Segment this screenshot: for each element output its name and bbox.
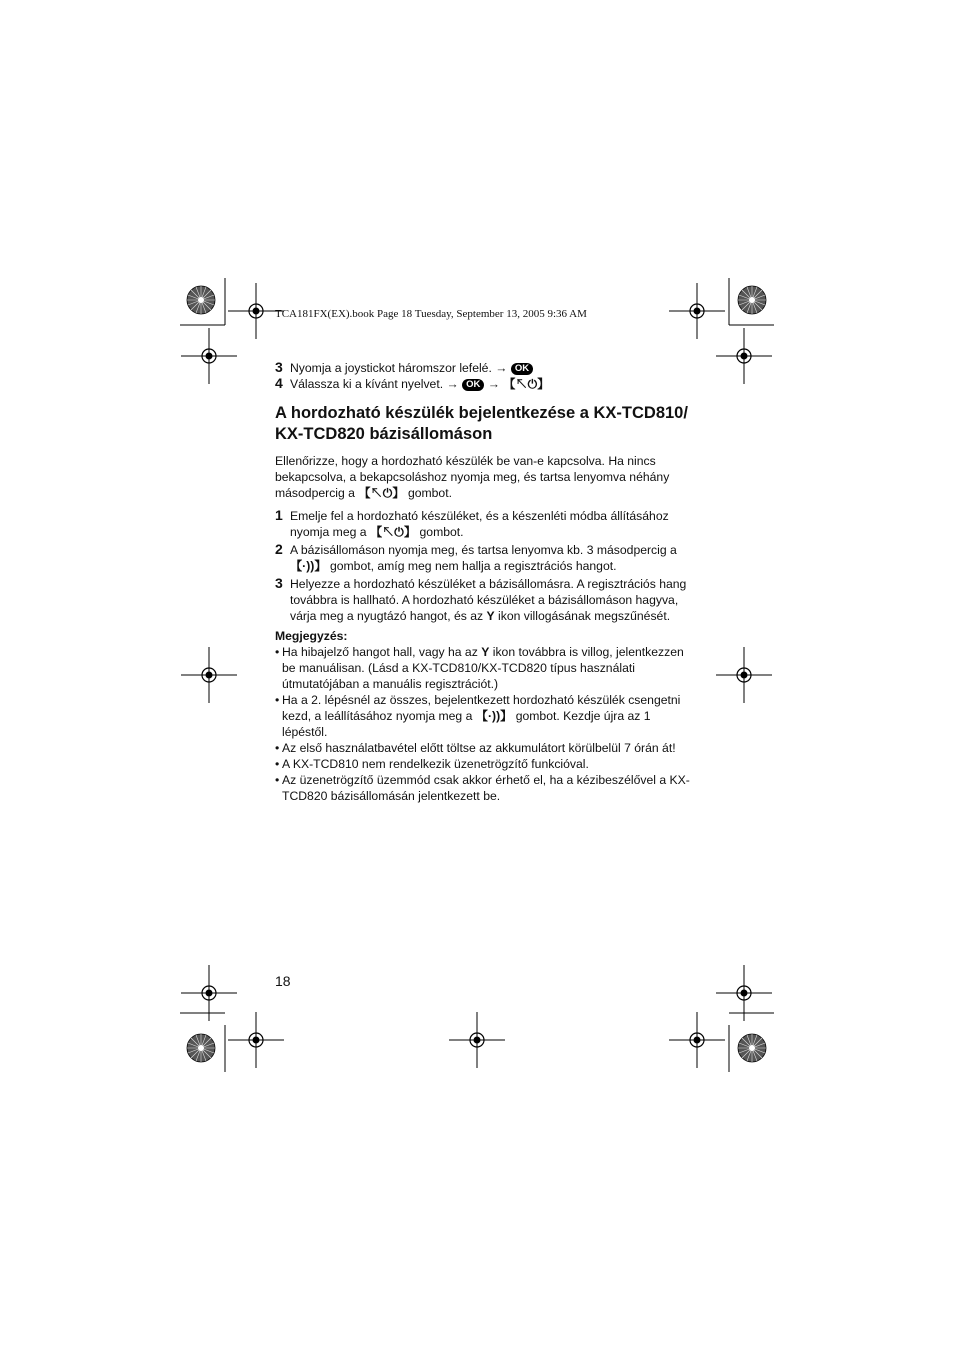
note-item: • Az üzenetrögzítő üzemmód csak akkor érhető el, ha a kézibeszélővel a KX-TCD820 bázisállomásán jelentkezett be. [275,772,695,804]
antenna-icon: Y [481,645,490,659]
top-step-3: 3 Nyomja a joystickot háromszor lefelé. → OK [275,360,695,376]
ok-button-icon: OK [511,363,533,375]
step-2: 2 A bázisállomáson nyomja meg, és tartsa lenyomva kb. 3 másodpercig a 【·))】 gombot, amíg meg nem hallja a regisztrációs hangot. [275,541,677,573]
step-3: 3 Helyezze a hordozható készüléket a bázisállomásra. A regisztrációs hang továbbra is hallható. A hordozható készüléket a bázisállomáson hagyva, várja meg a nyugtázó hangot, és az Y ikon villogásának megszűnését. [275,575,687,623]
arrow-icon: → [487,377,500,391]
notes-list [275,644,695,804]
page-content [275,360,695,804]
ok-button-icon: OK [462,379,484,391]
power-key-icon: 【↖⏻】 [358,486,405,500]
running-head: TCA181FX(EX).book Page 18 Tuesday, September 13, 2005 9:36 AM [275,308,587,320]
locator-key-icon: 【·))】 [475,709,513,723]
note-item: • Ha hibajelző hangot hall, vagy ha az Y ikon továbbra is villog, jelentkezzen be manuálisan. (Lásd a KX-TCD810/KX-TCD820 típus használati útmutatójában a manuális regisztrációt.) [275,644,695,692]
intro-paragraph: Ellenőrizze, hogy a hordozható készülék be van-e kapcsolva. Ha nincs bekapcsolva, a bekapcsoláshoz nyomja meg, és tartsa lenyomva néhány másodpercig a 【↖⏻】 gombot. [275,454,670,500]
notes-heading: Megjegyzés: [275,629,348,643]
page-number: 18 [275,973,291,989]
note-item: • Ha a 2. lépésnél az összes, bejelentkezett hordozható készülék csengetni kezd, a leállításához nyomja meg a 【·))】 gombot. Kezdje újra az 1 lépéstől. [275,692,695,740]
antenna-icon: Y [486,609,495,623]
locator-key-icon: 【·))】 [290,559,327,573]
section-title: A hordozható készülék bejelentkezése a KX-TCD810/ KX-TCD820 bázisállomáson [275,404,688,443]
registration-steps [275,508,695,624]
step-1: 1 Emelje fel a hordozható készüléket, és a készenléti módba állításához nyomja meg a 【↖⏻】 gombot. [275,507,669,539]
arrow-icon: → [495,361,508,375]
top-step-4: 4 Válassza ki a kívánt nyelvet. → OK → 【↖⏻】 [275,375,550,391]
power-key-icon: 【↖⏻】 [369,525,417,539]
note-item: • Az első használatbavétel előtt töltse az akkumulátort körülbelül 7 órán át! [275,740,695,756]
note-item: • A KX-TCD810 nem rendelkezik üzenetrögzítő funkcióval. [275,756,695,772]
power-key-icon: 【↖⏻】 [503,377,550,391]
arrow-icon: → [446,377,459,391]
